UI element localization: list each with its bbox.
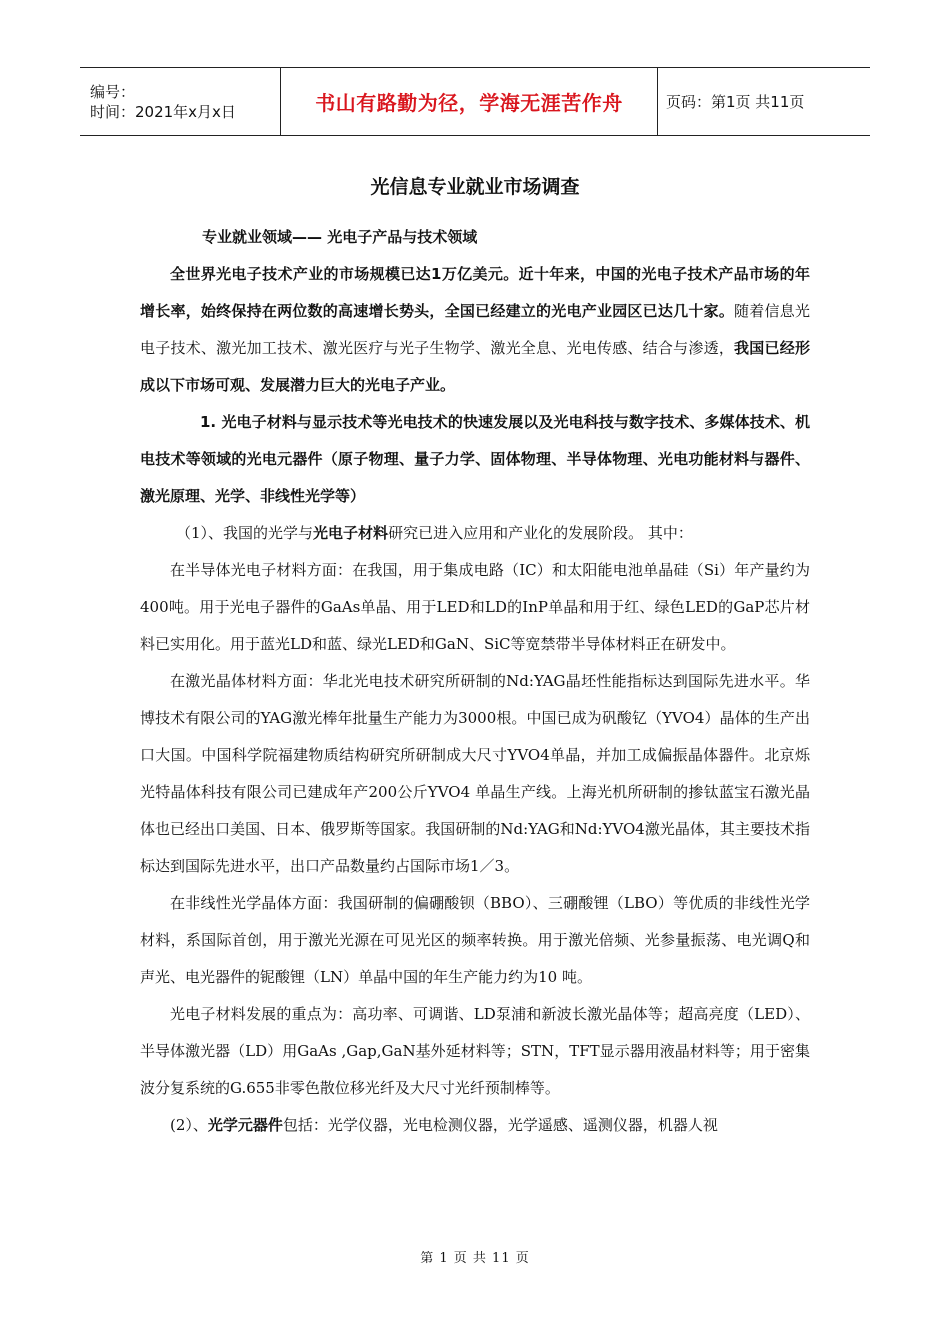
- subsection-1-bold: 光电子材料: [313, 524, 389, 542]
- subsection-2-suffix: 包括：光学仪器，光电检测仪器，光学遥感、遥测仪器，机器人视: [282, 1116, 718, 1134]
- header-page-info: 页码：第1页 共11页: [666, 93, 805, 111]
- subsection-1-prefix: （1）、我国的光学与: [176, 524, 314, 542]
- subsection-2: [140, 1107, 810, 1144]
- intro-bold-text: 全世界光电子技术产业的市场规模已达1万亿美元。近十年来，中国的光电子技术产品市场的年增长率，始终保持在两位数的高速增长势头，全国已经建立的光电产业园区已达几十家。: [140, 265, 810, 320]
- intro-normal-text: 随着信息光电子技术、激光加工技术、激光医疗与光子生物学、激光全息、光电传感、结合与渗透，: [140, 302, 810, 357]
- subsection-1: [140, 515, 810, 552]
- subsection-2-bold: 光学元器件: [207, 1116, 283, 1134]
- header-meta-cell: [80, 68, 281, 136]
- header-motto: 书山有路勤为径，学海无涯苦作舟: [315, 91, 623, 115]
- subsection-1-suffix: 研究已进入应用和产业化的发展阶段。 其中：: [388, 524, 693, 542]
- item-1-heading: 1. 光电子材料与显示技术等光电技术的快速发展以及光电科技与数字技术、多媒体技术、机电技术等领域的光电元器件（原子物理、量子力学、固体物理、半导体物理、光电功能材料与器件、激光原理、光学、非线性光学等）: [140, 413, 810, 505]
- document-title: 光信息专业就业市场调查: [370, 176, 580, 198]
- header-page-cell: [658, 68, 871, 136]
- page-footer: 第 1 页 共 11 页: [420, 1251, 530, 1266]
- intro-paragraph: [140, 256, 810, 404]
- document-date-label: 时间：2021年x月x日: [90, 102, 236, 121]
- section-subtitle: 专业就业领域—— 光电子产品与技术领域: [202, 228, 478, 246]
- document-header: [80, 67, 870, 136]
- paragraph-laser-crystal: 在激光晶体材料方面：华北光电技术研究所研制的Nd:YAG晶坯性能指标达到国际先进水平。华博技术有限公司的YAG激光棒年批量生产能力为3000根。中国已成为矾酸钇（YVO4）晶体的生产出口大国。中国科学院福建物质结构研究所研制成大尺寸YVO4单晶，并加工成偏振晶体器件。北京烁光特晶体科技有限公司已建成年产200公斤YVO4 单晶生产线。上海光机所研制的掺钛蓝宝石激光晶体也已经出口美国、日本、俄罗斯等国家。我国研制的Nd:YAG和Nd:YVO4激光晶体，其主要技术指标达到国际先进水平，出口产品数量约占国际市场1／3。: [140, 672, 810, 875]
- paragraph-nonlinear-crystal: 在非线性光学晶体方面：我国研制的偏硼酸钡（BBO）、三硼酸锂（LBO）等优质的非线性光学材料，系国际首创，用于激光光源在可见光区的频率转换。用于激光倍频、光参量振荡、电光调Q和声光、电光器件的铌酸锂（LN）单晶中国的年生产能力约为10 吨。: [140, 894, 810, 986]
- document-number-label: 编号：: [90, 82, 136, 101]
- header-motto-cell: [281, 68, 658, 136]
- paragraph-material-focus: 光电子材料发展的重点为：高功率、可调谐、LD泵浦和新波长激光晶体等；超高亮度（LED）、半导体激光器（LD）用GaAs ,Gap,GaN基外延材料等；STN，TFT显示器用液晶材料等；用于密集波分复系统的G.655非零色散位移光纤及大尺寸光纤预制棒等。: [140, 1005, 810, 1097]
- intro-bold-end-text: 我国已经形成以下市场可观、发展潜力巨大的光电子产业。: [140, 339, 810, 394]
- subsection-2-prefix: (2）、: [170, 1116, 208, 1134]
- paragraph-semiconductor: 在半导体光电子材料方面：在我国，用于集成电路（IC）和太阳能电池单晶硅（Si）年产量约为400吨。用于光电子器件的GaAs单晶、用于LED和LD的InP单晶和用于红、绿色LED的GaP芯片材料已实用化。用于蓝光LD和蓝、绿光LED和GaN、SiC等宽禁带半导体材料正在研发中。: [140, 561, 810, 653]
- document-body: [140, 219, 810, 1144]
